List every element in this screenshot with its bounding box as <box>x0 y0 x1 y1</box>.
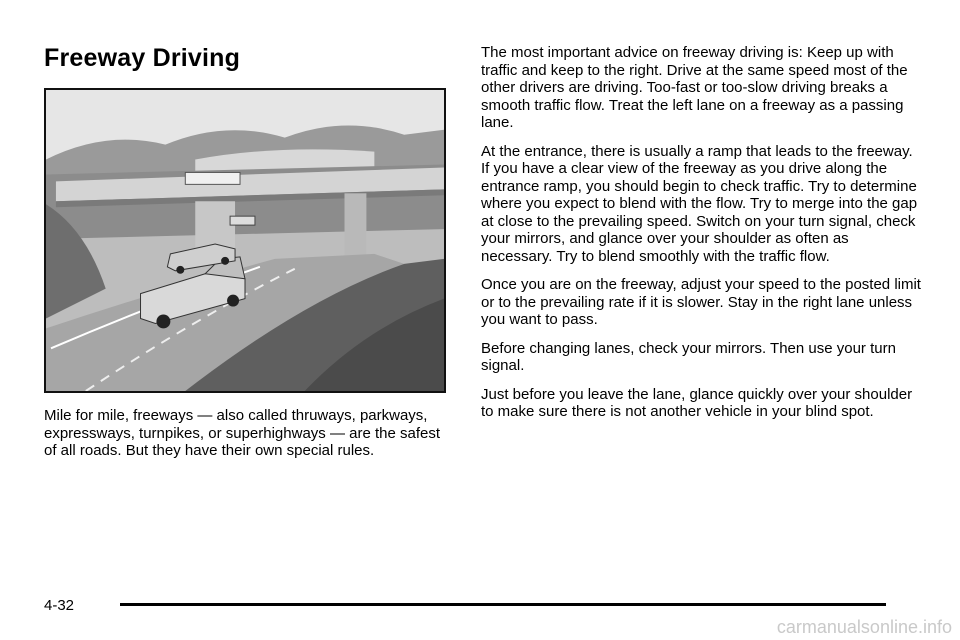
paragraph-on-freeway: Once you are on the freeway, adjust your speed to the posted limit or to the prevailing rate if it is slower. Stay in the right lane unless you want to pass. <box>481 276 921 328</box>
paragraph-traffic-advice: The most important advice on freeway driving is: Keep up with traffic and keep to the right. Drive at the same speed most of the other drivers are driving. Too-fast or too-slow driving breaks a smooth traffic flow. Treat the left lane on a freeway as a passing lane. <box>481 44 908 131</box>
watermark: carmanualsonline.info <box>776 617 952 637</box>
page-number: 4-32 <box>44 597 75 614</box>
overpass-truck <box>185 172 240 184</box>
paragraph-blind-spot: Just before you leave the lane, glance quickly over your shoulder to make sure there is not another vehicle in your blind spot. <box>481 385 913 420</box>
intro-paragraph: Mile for mile, freeways — also called thruways, parkways, expressways, turnpikes, or superhighways — are the safest of all roads. But they have their own special rules. <box>44 407 441 459</box>
paragraph-entrance-ramp: At the entrance, there is usually a ramp that leads to the freeway. If you have a clear view of the freeway as you drive along the entrance ramp, you should begin to check traffic. Try to determine where you expect to blend with the flow. Try to merge into the gap at close to the prevailing speed. Switch on your turn signal, check your mirrors, and glance over your shoulder as often as necessary. Try to blend smoothly with the traffic flow. <box>481 142 918 265</box>
freeway-scene-svg <box>46 90 444 391</box>
freeway-illustration <box>44 88 446 393</box>
paragraph-changing-lanes: Before changing lanes, check your mirrors. Then use your turn signal. <box>481 339 896 374</box>
right-column <box>481 44 921 432</box>
distant-car <box>230 216 255 225</box>
footer-rule <box>120 603 886 606</box>
section-title: Freeway Driving <box>44 44 241 72</box>
